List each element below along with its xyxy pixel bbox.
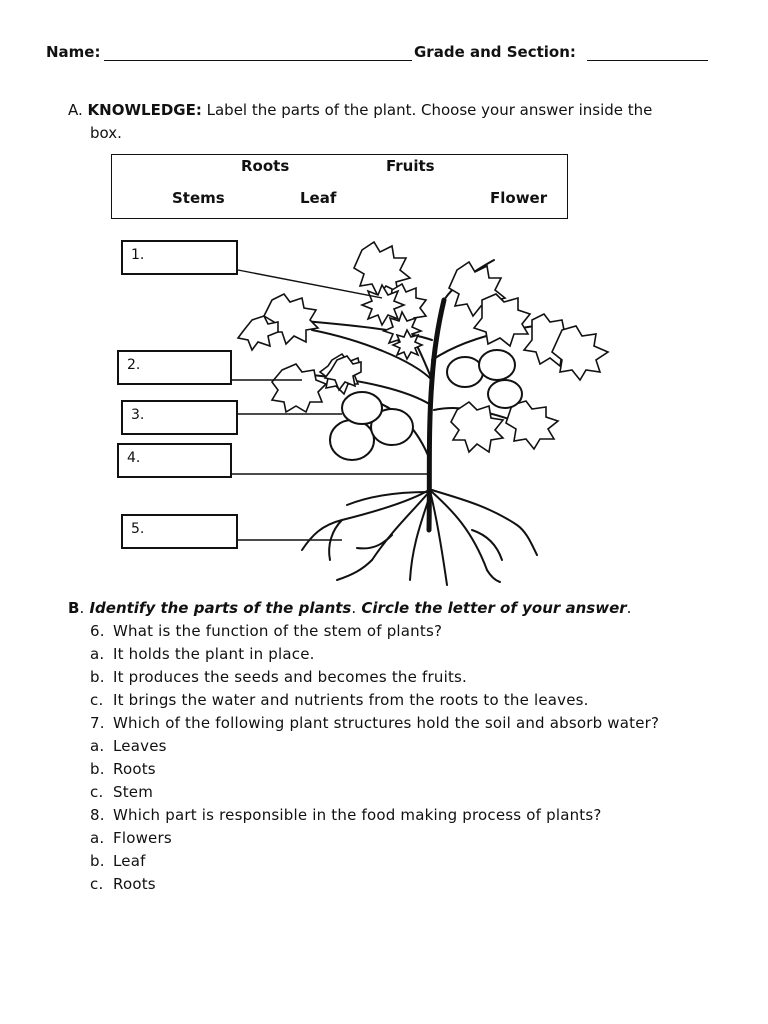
grade-section-label: Grade and Section:	[414, 43, 576, 61]
answer-box-2-number: 2.	[127, 357, 141, 373]
choice-text: It holds the plant in place.	[113, 645, 315, 663]
word-flower: Flower	[490, 189, 548, 207]
choice-letter: c.	[90, 691, 104, 709]
choice-line[interactable]	[90, 737, 167, 755]
choice-text: Flowers	[113, 829, 172, 847]
question-text: Which of the following plant structures hold the soil and absorb water?	[113, 714, 660, 732]
choice-text: It produces the seeds and becomes the fruits.	[113, 668, 468, 686]
choice-letter: a.	[90, 829, 105, 847]
choice-text: Roots	[113, 760, 156, 778]
answer-box-5-number: 5.	[131, 521, 145, 537]
question-text: Which part is responsible in the food making process of plants?	[113, 806, 602, 824]
word-stems: Stems	[172, 189, 225, 207]
section-a-heading	[68, 101, 652, 119]
name-blank[interactable]	[104, 46, 412, 61]
choice-text: It brings the water and nutrients from the roots to the leaves.	[113, 691, 589, 709]
choice-line[interactable]	[90, 645, 315, 663]
choice-line[interactable]	[90, 783, 153, 801]
choice-line[interactable]	[90, 875, 156, 893]
grade-section-blank[interactable]	[587, 46, 708, 61]
choice-text: Roots	[113, 875, 156, 893]
word-leaf: Leaf	[300, 189, 337, 207]
choice-line[interactable]	[90, 668, 467, 686]
answer-box-3-number: 3.	[131, 407, 145, 423]
question-text: What is the function of the stem of plants?	[113, 622, 443, 640]
section-b-sep: .	[351, 599, 357, 617]
word-fruits: Fruits	[386, 157, 435, 175]
section-b-letter: B	[68, 599, 80, 617]
choice-letter: b.	[90, 668, 105, 686]
choice-line[interactable]	[90, 691, 589, 709]
choice-letter: c.	[90, 875, 104, 893]
plant-illustration	[232, 230, 632, 600]
choice-line[interactable]	[90, 852, 146, 870]
question-number: 7.	[90, 714, 105, 732]
answer-box-5[interactable]	[121, 514, 238, 549]
answer-box-3[interactable]	[121, 400, 238, 435]
section-a-instruction-cont: box.	[90, 124, 122, 142]
choice-letter: a.	[90, 645, 105, 663]
choice-letter: a.	[90, 737, 105, 755]
question-number: 6.	[90, 622, 105, 640]
word-roots: Roots	[241, 157, 290, 175]
choice-text: Leaf	[113, 852, 146, 870]
section-b-letter-dot: .	[79, 599, 85, 617]
choice-line[interactable]	[90, 829, 172, 847]
section-b-heading	[68, 599, 631, 617]
question-number: 8.	[90, 806, 105, 824]
section-a-instruction: Label the parts of the plant. Choose your answer inside the	[206, 101, 653, 119]
choice-letter: c.	[90, 783, 104, 801]
choice-line[interactable]	[90, 760, 156, 778]
section-b-title-1: Identify the parts of the plants	[89, 599, 352, 617]
answer-box-4[interactable]	[117, 443, 232, 478]
choice-letter: b.	[90, 852, 105, 870]
section-a-letter: A.	[68, 101, 83, 119]
answer-box-1[interactable]	[121, 240, 238, 275]
section-b-title-2: Circle the letter of your answer	[361, 599, 627, 617]
answer-box-1-number: 1.	[131, 247, 145, 263]
question-line	[90, 622, 442, 640]
section-a-title: KNOWLEDGE:	[87, 101, 202, 119]
choice-text: Stem	[113, 783, 154, 801]
answer-box-2[interactable]	[117, 350, 232, 385]
word-box	[111, 154, 568, 219]
question-line	[90, 806, 602, 824]
choice-text: Leaves	[113, 737, 167, 755]
name-label: Name:	[46, 43, 101, 61]
choice-letter: b.	[90, 760, 105, 778]
question-line	[90, 714, 659, 732]
section-b-end: .	[626, 599, 632, 617]
answer-box-4-number: 4.	[127, 450, 141, 466]
